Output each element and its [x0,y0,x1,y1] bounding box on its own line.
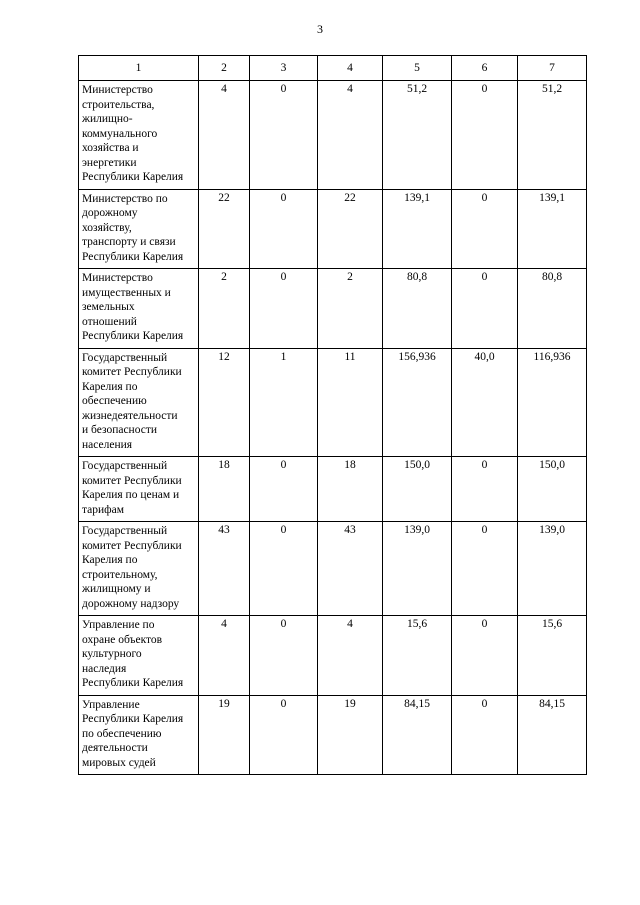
organization-name-cell: Управление Республики Карелия по обеспечению деятельности мировых судей [79,695,199,775]
value-cell-col-2: 12 [199,348,250,457]
column-header: 4 [318,56,383,81]
value-cell-col-7: 139,0 [518,522,587,616]
value-cell-col-7: 51,2 [518,81,587,190]
value-cell-col-6: 0 [452,457,518,522]
column-header: 2 [199,56,250,81]
value-cell-col-2: 2 [199,269,250,349]
organization-name-cell: Министерство по дорожному хозяйству, транспорту и связи Республики Карелия [79,189,199,269]
value-cell-col-6: 0 [452,616,518,696]
value-cell-col-5: 156,936 [383,348,452,457]
value-cell-col-3: 0 [250,616,318,696]
value-cell-col-5: 84,15 [383,695,452,775]
column-header: 1 [79,56,199,81]
value-cell-col-6: 0 [452,189,518,269]
organization-name-cell: Управление по охране объектов культурного наследия Республики Карелия [79,616,199,696]
table-row [79,522,587,616]
value-cell-col-7: 116,936 [518,348,587,457]
value-cell-col-3: 0 [250,81,318,190]
value-cell-col-2: 4 [199,616,250,696]
table-row [79,616,587,696]
organization-name-cell: Государственный комитет Республики Карелия по строительному, жилищному и дорожному надзору [79,522,199,616]
organization-name-cell: Министерство имущественных и земельных отношений Республики Карелия [79,269,199,349]
organization-name-cell: Государственный комитет Республики Карелия по ценам и тарифам [79,457,199,522]
value-cell-col-3: 1 [250,348,318,457]
value-cell-col-3: 0 [250,695,318,775]
value-cell-col-5: 139,0 [383,522,452,616]
value-cell-col-7: 80,8 [518,269,587,349]
value-cell-col-7: 150,0 [518,457,587,522]
table-row [79,457,587,522]
value-cell-col-5: 15,6 [383,616,452,696]
value-cell-col-2: 4 [199,81,250,190]
column-header: 5 [383,56,452,81]
value-cell-col-5: 150,0 [383,457,452,522]
value-cell-col-4: 18 [318,457,383,522]
value-cell-col-4: 22 [318,189,383,269]
value-cell-col-3: 0 [250,269,318,349]
value-cell-col-4: 4 [318,616,383,696]
table-row [79,695,587,775]
value-cell-col-6: 0 [452,695,518,775]
organization-name-cell: Государственный комитет Республики Карелия по обеспечению жизнедеятельности и безопасности населения [79,348,199,457]
value-cell-col-2: 43 [199,522,250,616]
value-cell-col-2: 19 [199,695,250,775]
value-cell-col-6: 0 [452,269,518,349]
value-cell-col-5: 51,2 [383,81,452,190]
table-header-row [79,56,587,81]
value-cell-col-3: 0 [250,457,318,522]
value-cell-col-4: 2 [318,269,383,349]
table-row [79,81,587,190]
table-body [79,81,587,775]
value-cell-col-6: 0 [452,522,518,616]
column-header: 6 [452,56,518,81]
value-cell-col-4: 19 [318,695,383,775]
allocation-table [78,55,587,775]
value-cell-col-4: 11 [318,348,383,457]
value-cell-col-7: 139,1 [518,189,587,269]
value-cell-col-6: 0 [452,81,518,190]
table-row [79,348,587,457]
value-cell-col-5: 80,8 [383,269,452,349]
value-cell-col-7: 84,15 [518,695,587,775]
value-cell-col-3: 0 [250,522,318,616]
value-cell-col-4: 4 [318,81,383,190]
value-cell-col-4: 43 [318,522,383,616]
column-header: 3 [250,56,318,81]
page-number: 3 [317,22,323,36]
table-row [79,189,587,269]
column-header: 7 [518,56,587,81]
value-cell-col-6: 40,0 [452,348,518,457]
value-cell-col-2: 18 [199,457,250,522]
table-row [79,269,587,349]
value-cell-col-2: 22 [199,189,250,269]
value-cell-col-3: 0 [250,189,318,269]
organization-name-cell: Министерство строительства, жилищно- коммунального хозяйства и энергетики Республики Карелия [79,81,199,190]
value-cell-col-7: 15,6 [518,616,587,696]
value-cell-col-5: 139,1 [383,189,452,269]
